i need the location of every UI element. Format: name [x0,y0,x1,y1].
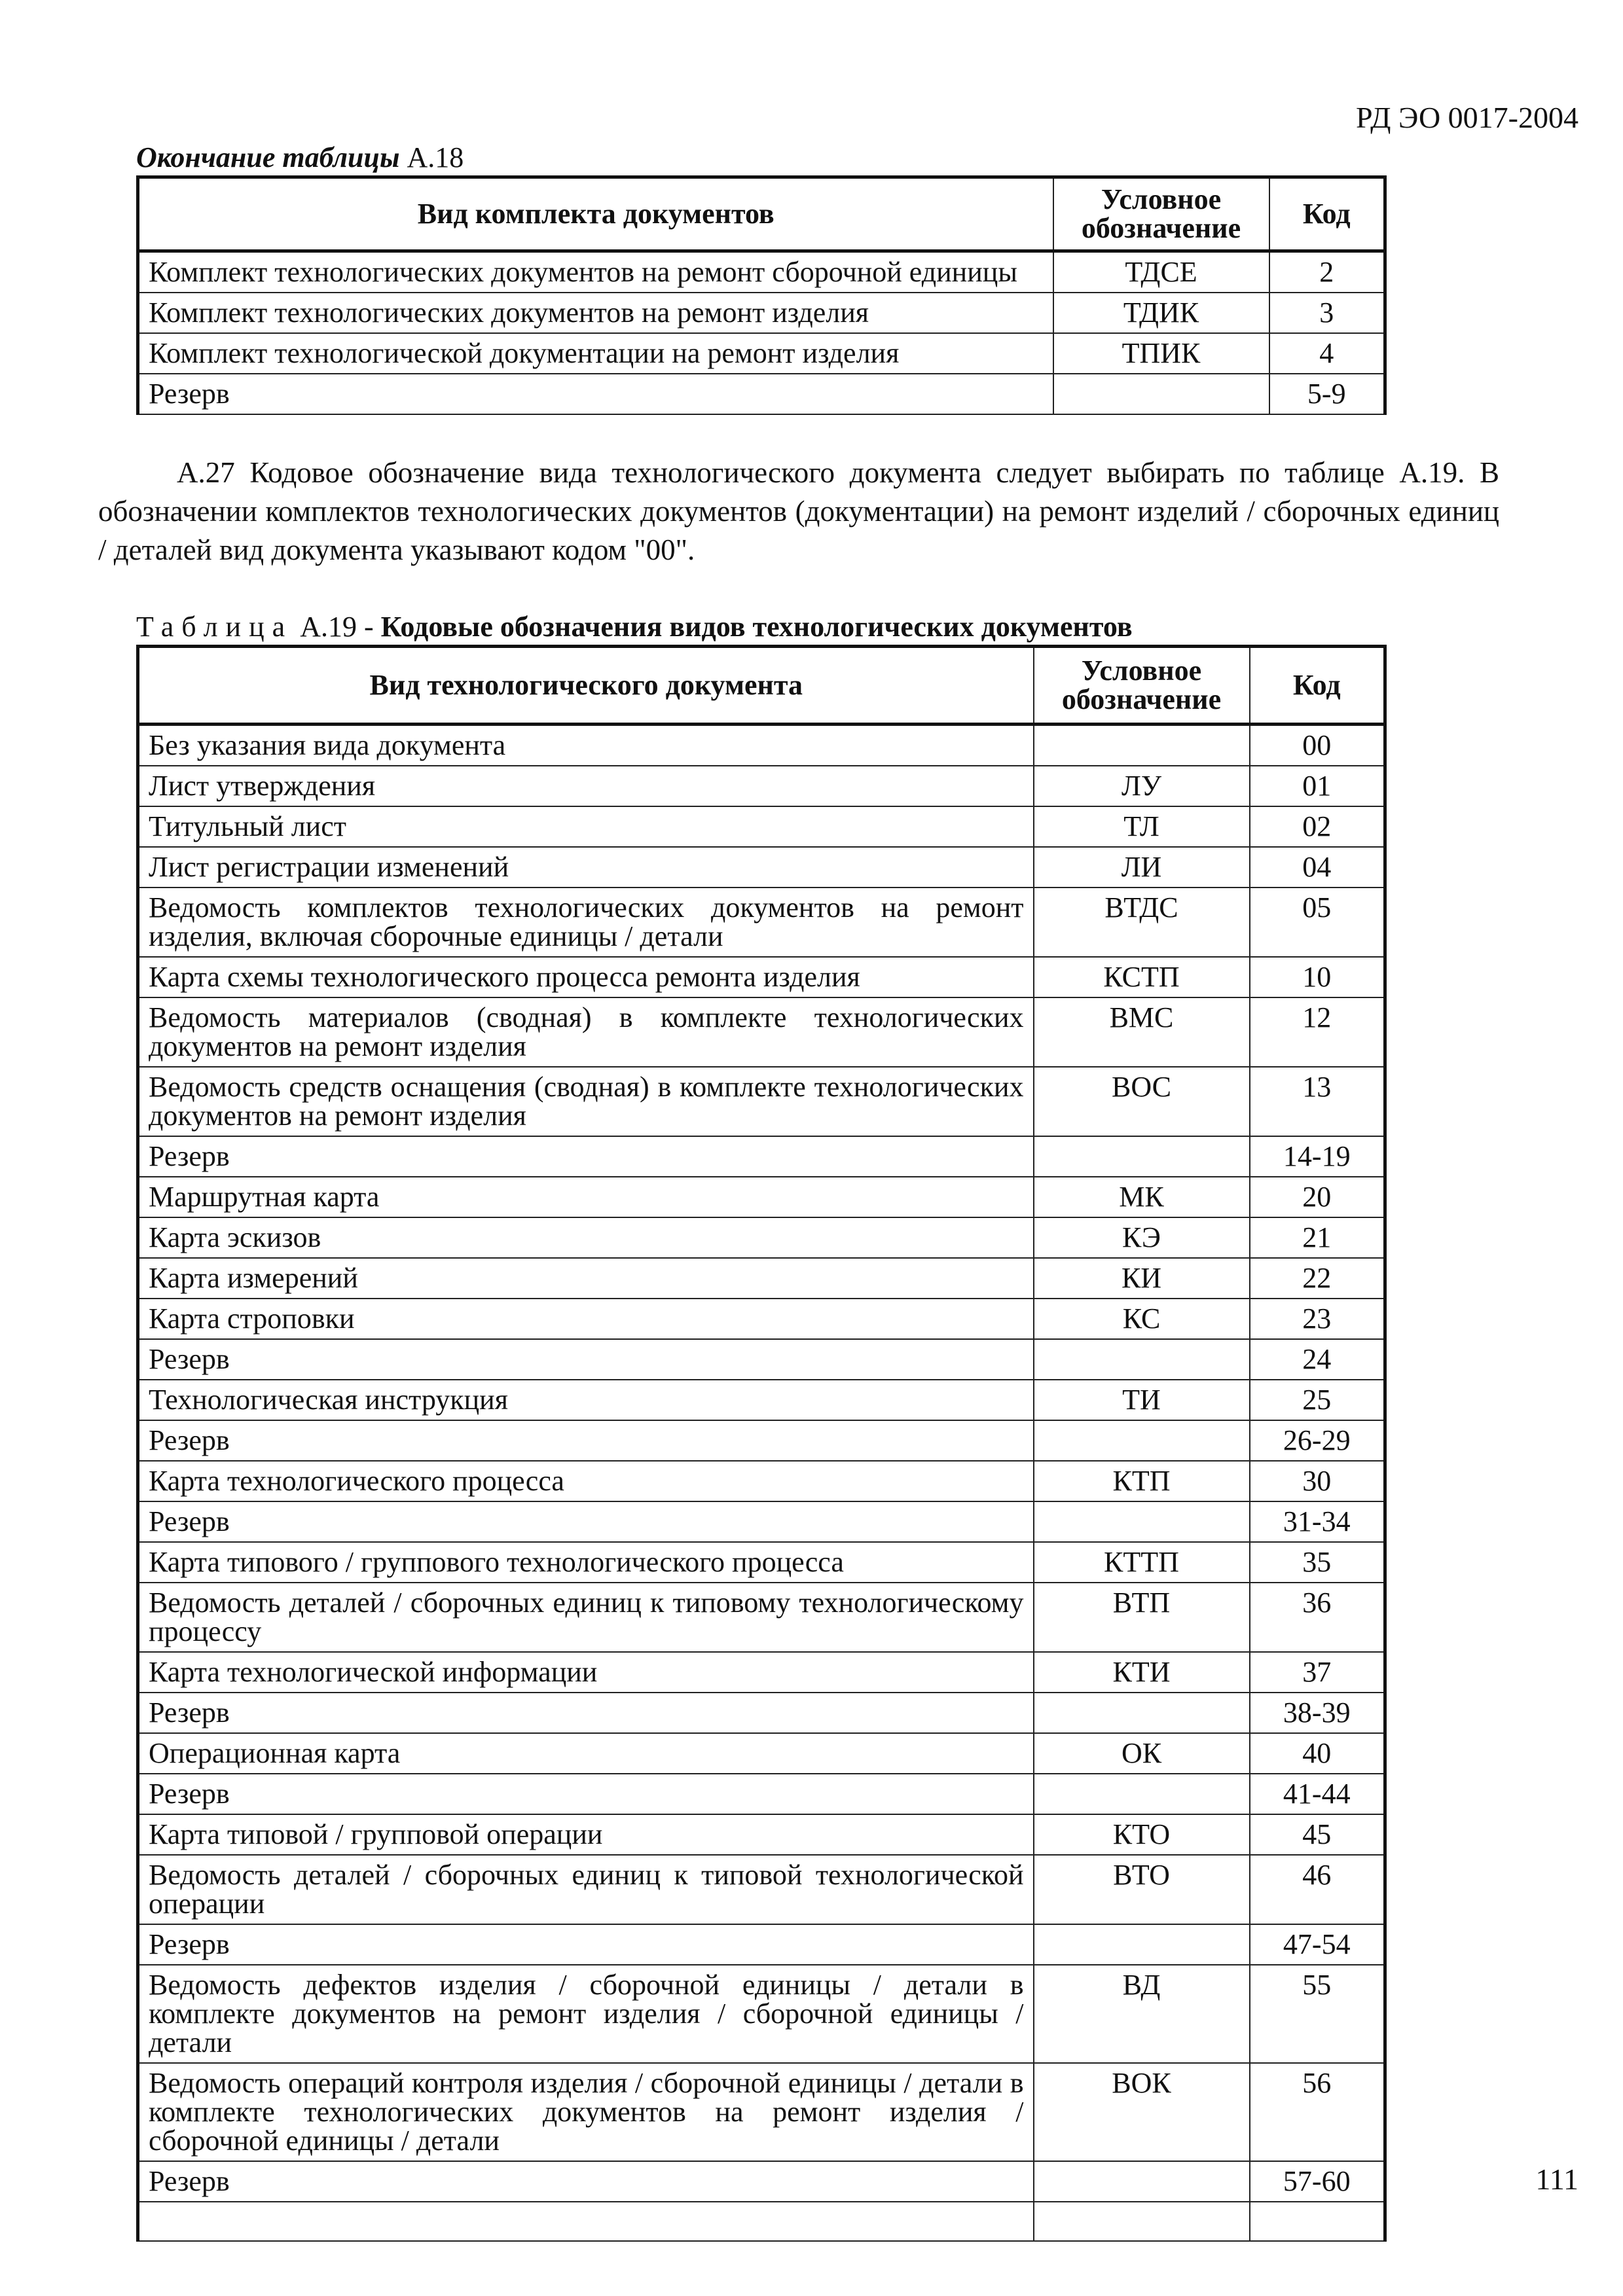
table-a18-header-kind: Вид комплекта документов [138,177,1053,251]
cell-kind: Комплект технологических документов на ремонт сборочной единицы [138,251,1053,293]
table-row [138,1420,1385,1461]
cell-code: 3 [1269,293,1385,333]
cell-code: 10 [1250,957,1385,997]
table-row [138,2063,1385,2161]
cell-kind: Резерв [138,1136,1034,1177]
cell-designation: КС [1034,1299,1250,1339]
cell-designation: ВТП [1034,1583,1250,1652]
table-row [138,1583,1385,1652]
table-row [138,1501,1385,1542]
cell-designation: ТДСЕ [1053,251,1269,293]
cell-kind: Карта типового / группового технологического процесса [138,1542,1034,1583]
cell-kind: Операционная карта [138,1733,1034,1774]
cell-kind: Ведомость операций контроля изделия / сборочной единицы / детали в комплекте технологических документов на ремонт изделия / сборочной единицы / детали [138,2063,1034,2161]
cell-designation: КЭ [1034,1217,1250,1258]
table-a19-caption-ref: А.19 - [293,611,381,643]
table-row [138,333,1385,374]
cell-designation: ТПИК [1053,333,1269,374]
cell-designation [1053,374,1269,414]
table-row [138,1924,1385,1965]
table-a19-header-kind: Вид технологического документа [138,647,1034,725]
cell-designation: КИ [1034,1258,1250,1299]
table-row [138,1258,1385,1299]
document-code: РД ЭО 0017-2004 [1356,101,1578,134]
cell-code: 02 [1250,806,1385,847]
cell-kind: Лист утверждения [138,766,1034,806]
cell-designation: КТО [1034,1814,1250,1855]
cell-code: 41-44 [1250,1774,1385,1814]
cell-kind: Карта строповки [138,1299,1034,1339]
table-a18-header-row [138,177,1385,251]
cell-code: 30 [1250,1461,1385,1501]
table-row [138,1461,1385,1501]
cell-kind: Карта типовой / групповой операции [138,1814,1034,1855]
table-a18-caption [136,140,464,175]
table-row [138,293,1385,333]
table-a19-caption-label: Таблица [136,611,293,643]
cell-designation [1034,1136,1250,1177]
paragraph-a27 [98,454,1499,569]
cell-kind: Ведомость средств оснащения (сводная) в комплекте технологических документов на ремонт изделия [138,1067,1034,1136]
cell-code: 36 [1250,1583,1385,1652]
cell-designation [1034,1924,1250,1965]
table-row [138,725,1385,766]
table-row [138,1136,1385,1177]
table-row [138,847,1385,888]
cell-designation: ТЛ [1034,806,1250,847]
cell-code: 56 [1250,2063,1385,2161]
table-a19 [136,645,1387,2242]
cell-designation: КТП [1034,1461,1250,1501]
cell-kind: Резерв [138,1774,1034,1814]
cell-code: 25 [1250,1380,1385,1420]
cell-designation [1034,2202,1250,2241]
table-row [138,1177,1385,1217]
cell-code: 24 [1250,1339,1385,1380]
cell-designation: КСТП [1034,957,1250,997]
cell-designation [1034,1339,1250,1380]
cell-kind: Карта измерений [138,1258,1034,1299]
cell-kind: Резерв [138,1693,1034,1733]
cell-designation [1034,725,1250,766]
cell-code: 57-60 [1250,2161,1385,2202]
cell-code: 26-29 [1250,1420,1385,1461]
cell-code: 05 [1250,888,1385,957]
cell-code: 23 [1250,1299,1385,1339]
cell-code: 00 [1250,725,1385,766]
cell-designation: ТИ [1034,1380,1250,1420]
table-row [138,2202,1385,2241]
table-a19-header-code: Код [1250,647,1385,725]
cell-code [1250,2202,1385,2241]
cell-code: 37 [1250,1652,1385,1693]
cell-designation: ВТДС [1034,888,1250,957]
table-row [138,374,1385,414]
table-row [138,251,1385,293]
table-a19-caption [136,609,1133,645]
table-row [138,1814,1385,1855]
table-a18-header-code: Код [1269,177,1385,251]
table-row [138,1299,1385,1339]
cell-code: 4 [1269,333,1385,374]
cell-kind: Титульный лист [138,806,1034,847]
cell-designation [1034,1774,1250,1814]
cell-kind: Резерв [138,1501,1034,1542]
cell-kind: Ведомость комплектов технологических документов на ремонт изделия, включая сборочные единицы / детали [138,888,1034,957]
table-a19-caption-title: Кодовые обозначения видов технологических документов [380,611,1133,643]
cell-designation: ЛУ [1034,766,1250,806]
table-row [138,1965,1385,2063]
cell-kind: Резерв [138,1420,1034,1461]
cell-designation: МК [1034,1177,1250,1217]
table-row [138,997,1385,1067]
cell-code: 13 [1250,1067,1385,1136]
cell-designation: КТТП [1034,1542,1250,1583]
cell-designation: ОК [1034,1733,1250,1774]
cell-code: 01 [1250,766,1385,806]
cell-kind: Резерв [138,374,1053,414]
table-row [138,957,1385,997]
cell-code: 45 [1250,1814,1385,1855]
table-row [138,1774,1385,1814]
table-row [138,1067,1385,1136]
cell-kind [138,2202,1034,2241]
table-row [138,1380,1385,1420]
cell-kind: Ведомость дефектов изделия / сборочной единицы / детали в комплекте документов на ремонт изделия / сборочной единицы / детали [138,1965,1034,2063]
table-row [138,1693,1385,1733]
table-row [138,806,1385,847]
cell-code: 22 [1250,1258,1385,1299]
paragraph-a27-text: А.27 Кодовое обозначение вида технологического документа следует выбирать по таблице А.19. В обозначении комплектов технологических документов (документации) на ремонт изделий / сборочных единиц / деталей вид документа указывают кодом "00". [98,456,1499,566]
cell-kind: Ведомость материалов (сводная) в комплекте технологических документов на ремонт изделия [138,997,1034,1067]
table-a19-header-row [138,647,1385,725]
cell-kind: Без указания вида документа [138,725,1034,766]
cell-designation: ВОС [1034,1067,1250,1136]
cell-kind: Ведомость деталей / сборочных единиц к типовой технологической операции [138,1855,1034,1924]
cell-designation [1034,1501,1250,1542]
cell-code: 38-39 [1250,1693,1385,1733]
page-number: 111 [1535,2162,1578,2196]
cell-code: 14-19 [1250,1136,1385,1177]
cell-kind: Карта схемы технологического процесса ремонта изделия [138,957,1034,997]
cell-code: 40 [1250,1733,1385,1774]
table-row [138,1339,1385,1380]
cell-code: 47-54 [1250,1924,1385,1965]
table-a18-caption-ref: А.18 [399,141,464,173]
cell-designation: ВТО [1034,1855,1250,1924]
cell-kind: Комплект технологических документов на ремонт изделия [138,293,1053,333]
cell-designation: КТИ [1034,1652,1250,1693]
cell-designation: ВД [1034,1965,1250,2063]
table-a18 [136,175,1387,415]
cell-code: 12 [1250,997,1385,1067]
cell-code: 46 [1250,1855,1385,1924]
table-a19-header-designation: Условное обозначение [1034,647,1250,725]
cell-kind: Маршрутная карта [138,1177,1034,1217]
cell-code: 5-9 [1269,374,1385,414]
cell-kind: Ведомость деталей / сборочных единиц к типовому технологическому процессу [138,1583,1034,1652]
table-a18-header-designation: Условное обозначение [1053,177,1269,251]
table-row [138,1217,1385,1258]
cell-designation [1034,1693,1250,1733]
cell-designation [1034,2161,1250,2202]
cell-designation: ВОК [1034,2063,1250,2161]
cell-kind: Резерв [138,1339,1034,1380]
table-row [138,1652,1385,1693]
cell-kind: Лист регистрации изменений [138,847,1034,888]
table-row [138,766,1385,806]
table-row [138,1855,1385,1924]
cell-kind: Карта технологической информации [138,1652,1034,1693]
table-row [138,1542,1385,1583]
cell-kind: Комплект технологической документации на ремонт изделия [138,333,1053,374]
cell-designation [1034,1420,1250,1461]
cell-code: 21 [1250,1217,1385,1258]
cell-kind: Карта эскизов [138,1217,1034,1258]
table-row [138,888,1385,957]
cell-kind: Технологическая инструкция [138,1380,1034,1420]
table-row [138,2161,1385,2202]
cell-designation: ТДИК [1053,293,1269,333]
cell-kind: Резерв [138,2161,1034,2202]
cell-code: 35 [1250,1542,1385,1583]
cell-code: 04 [1250,847,1385,888]
cell-code: 55 [1250,1965,1385,2063]
table-row [138,1733,1385,1774]
cell-code: 20 [1250,1177,1385,1217]
table-a18-caption-prefix: Окончание таблицы [136,141,400,173]
cell-code: 2 [1269,251,1385,293]
cell-kind: Резерв [138,1924,1034,1965]
cell-designation: ВМС [1034,997,1250,1067]
cell-code: 31-34 [1250,1501,1385,1542]
cell-kind: Карта технологического процесса [138,1461,1034,1501]
cell-designation: ЛИ [1034,847,1250,888]
